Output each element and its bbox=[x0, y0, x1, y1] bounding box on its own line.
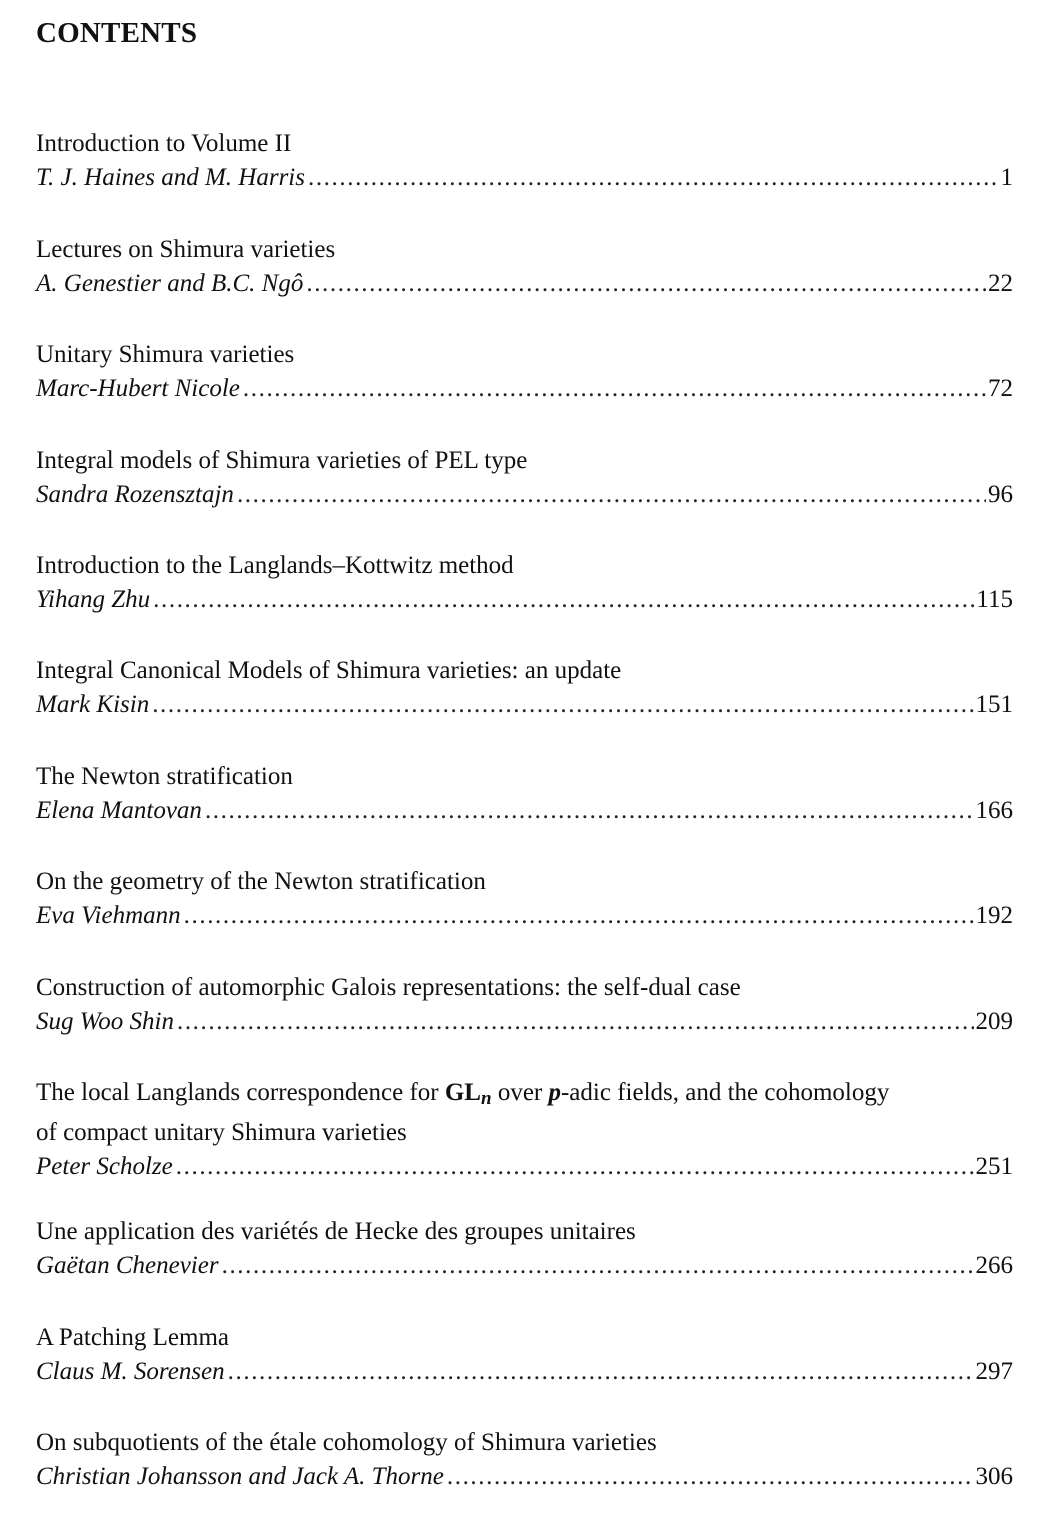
entry-author-line bbox=[36, 583, 1013, 617]
entry-page-number: 96 bbox=[988, 481, 1013, 508]
entry-author: Peter Scholze bbox=[36, 1153, 173, 1180]
toc-entry[interactable] bbox=[36, 549, 1013, 617]
entry-author: A. Genestier and B.C. Ngô bbox=[36, 270, 304, 297]
entry-page-number: 306 bbox=[975, 1463, 1013, 1490]
entry-author: Mark Kisin bbox=[36, 691, 150, 718]
entry-author: Sandra Rozensztajn bbox=[36, 481, 234, 508]
toc-entry[interactable] bbox=[36, 760, 1013, 828]
entry-title-mid: over bbox=[491, 1079, 549, 1106]
dot-leader bbox=[308, 161, 999, 195]
dot-leader bbox=[243, 372, 986, 406]
dot-leader bbox=[447, 1460, 974, 1494]
entry-author-line bbox=[36, 1355, 1013, 1389]
gl-text: GL bbox=[444, 1079, 481, 1106]
entry-author-line bbox=[36, 1150, 1013, 1184]
entry-title: Introduction to Volume II bbox=[36, 130, 292, 157]
entry-title-suffix: -adic fields, and the cohomology bbox=[560, 1079, 890, 1106]
toc-entry[interactable] bbox=[36, 444, 1013, 512]
entry-title: The Newton stratification bbox=[36, 763, 293, 790]
entry-author-line bbox=[36, 688, 1013, 722]
entry-author-line bbox=[36, 1460, 1013, 1494]
toc-entry[interactable] bbox=[36, 127, 1013, 195]
entry-author-line bbox=[36, 161, 1013, 195]
dot-leader bbox=[184, 899, 974, 933]
entry-page-number: 266 bbox=[975, 1252, 1013, 1279]
toc-entry[interactable] bbox=[36, 1215, 1013, 1283]
entry-page-number: 72 bbox=[988, 375, 1013, 402]
entry-title-prefix: The local Langlands correspondence for bbox=[36, 1079, 445, 1106]
toc-entry[interactable] bbox=[36, 1076, 1013, 1184]
entry-page-number: 1 bbox=[1000, 164, 1013, 191]
toc-entry[interactable] bbox=[36, 1426, 1013, 1494]
toc-entry[interactable] bbox=[36, 1321, 1013, 1389]
entry-title bbox=[36, 1076, 1013, 1116]
p-symbol: p bbox=[548, 1079, 561, 1106]
entry-title: Introduction to the Langlands–Kottwitz method bbox=[36, 552, 514, 579]
dot-leader bbox=[176, 1150, 974, 1184]
gl-n-symbol bbox=[444, 1079, 492, 1109]
page-title: CONTENTS bbox=[36, 17, 198, 49]
entry-title: On subquotients of the étale cohomology of Shimura varieties bbox=[36, 1429, 657, 1456]
entry-author: Eva Viehmann bbox=[36, 902, 181, 929]
entry-author: Christian Johansson and Jack A. Thorne bbox=[36, 1463, 444, 1490]
toc-entry[interactable] bbox=[36, 233, 1013, 301]
entry-page-number: 22 bbox=[988, 270, 1013, 297]
dot-leader bbox=[306, 267, 986, 301]
toc-entry[interactable] bbox=[36, 338, 1013, 406]
entry-author: Elena Mantovan bbox=[36, 797, 202, 824]
entry-author-line bbox=[36, 1249, 1013, 1283]
entry-page-number: 151 bbox=[975, 691, 1013, 718]
entry-author-line bbox=[36, 899, 1013, 933]
entry-author: Gaëtan Chenevier bbox=[36, 1252, 219, 1279]
entry-author: Marc-Hubert Nicole bbox=[36, 375, 240, 402]
entry-author: T. J. Haines and M. Harris bbox=[36, 164, 305, 191]
toc-entry[interactable] bbox=[36, 971, 1013, 1039]
toc-entry[interactable] bbox=[36, 654, 1013, 722]
entry-page-number: 192 bbox=[975, 902, 1013, 929]
entry-author-line bbox=[36, 1005, 1013, 1039]
entry-author-line bbox=[36, 794, 1013, 828]
dot-leader bbox=[228, 1355, 974, 1389]
entry-title: A Patching Lemma bbox=[36, 1324, 230, 1351]
toc-entry[interactable] bbox=[36, 865, 1013, 933]
gl-subscript: n bbox=[480, 1088, 492, 1109]
entry-author-line bbox=[36, 267, 1013, 301]
entry-author-line bbox=[36, 372, 1013, 406]
entry-author: Yihang Zhu bbox=[36, 586, 151, 613]
entry-page-number: 251 bbox=[975, 1153, 1013, 1180]
dot-leader bbox=[222, 1249, 974, 1283]
entry-title: Construction of automorphic Galois representations: the self-dual case bbox=[36, 974, 741, 1001]
entry-title-line-2: of compact unitary Shimura varieties bbox=[36, 1119, 407, 1146]
entry-title: Integral Canonical Models of Shimura varieties: an update bbox=[36, 657, 622, 684]
dot-leader bbox=[177, 1005, 974, 1039]
entry-author: Sug Woo Shin bbox=[36, 1008, 174, 1035]
entry-title: Une application des variétés de Hecke des groupes unitaires bbox=[36, 1218, 636, 1245]
entry-author: Claus M. Sorensen bbox=[36, 1358, 225, 1385]
entry-title: On the geometry of the Newton stratification bbox=[36, 868, 486, 895]
entry-page-number: 166 bbox=[975, 797, 1013, 824]
entry-title: Unitary Shimura varieties bbox=[36, 341, 295, 368]
entry-page-number: 115 bbox=[976, 586, 1013, 613]
dot-leader bbox=[205, 794, 974, 828]
entry-author-line bbox=[36, 478, 1013, 512]
entry-title: Lectures on Shimura varieties bbox=[36, 236, 336, 263]
entry-title: Integral models of Shimura varieties of PEL type bbox=[36, 447, 528, 474]
dot-leader bbox=[152, 688, 973, 722]
dot-leader bbox=[237, 478, 986, 512]
dot-leader bbox=[153, 583, 974, 617]
entry-page-number: 297 bbox=[975, 1358, 1013, 1385]
entry-page-number: 209 bbox=[975, 1008, 1013, 1035]
